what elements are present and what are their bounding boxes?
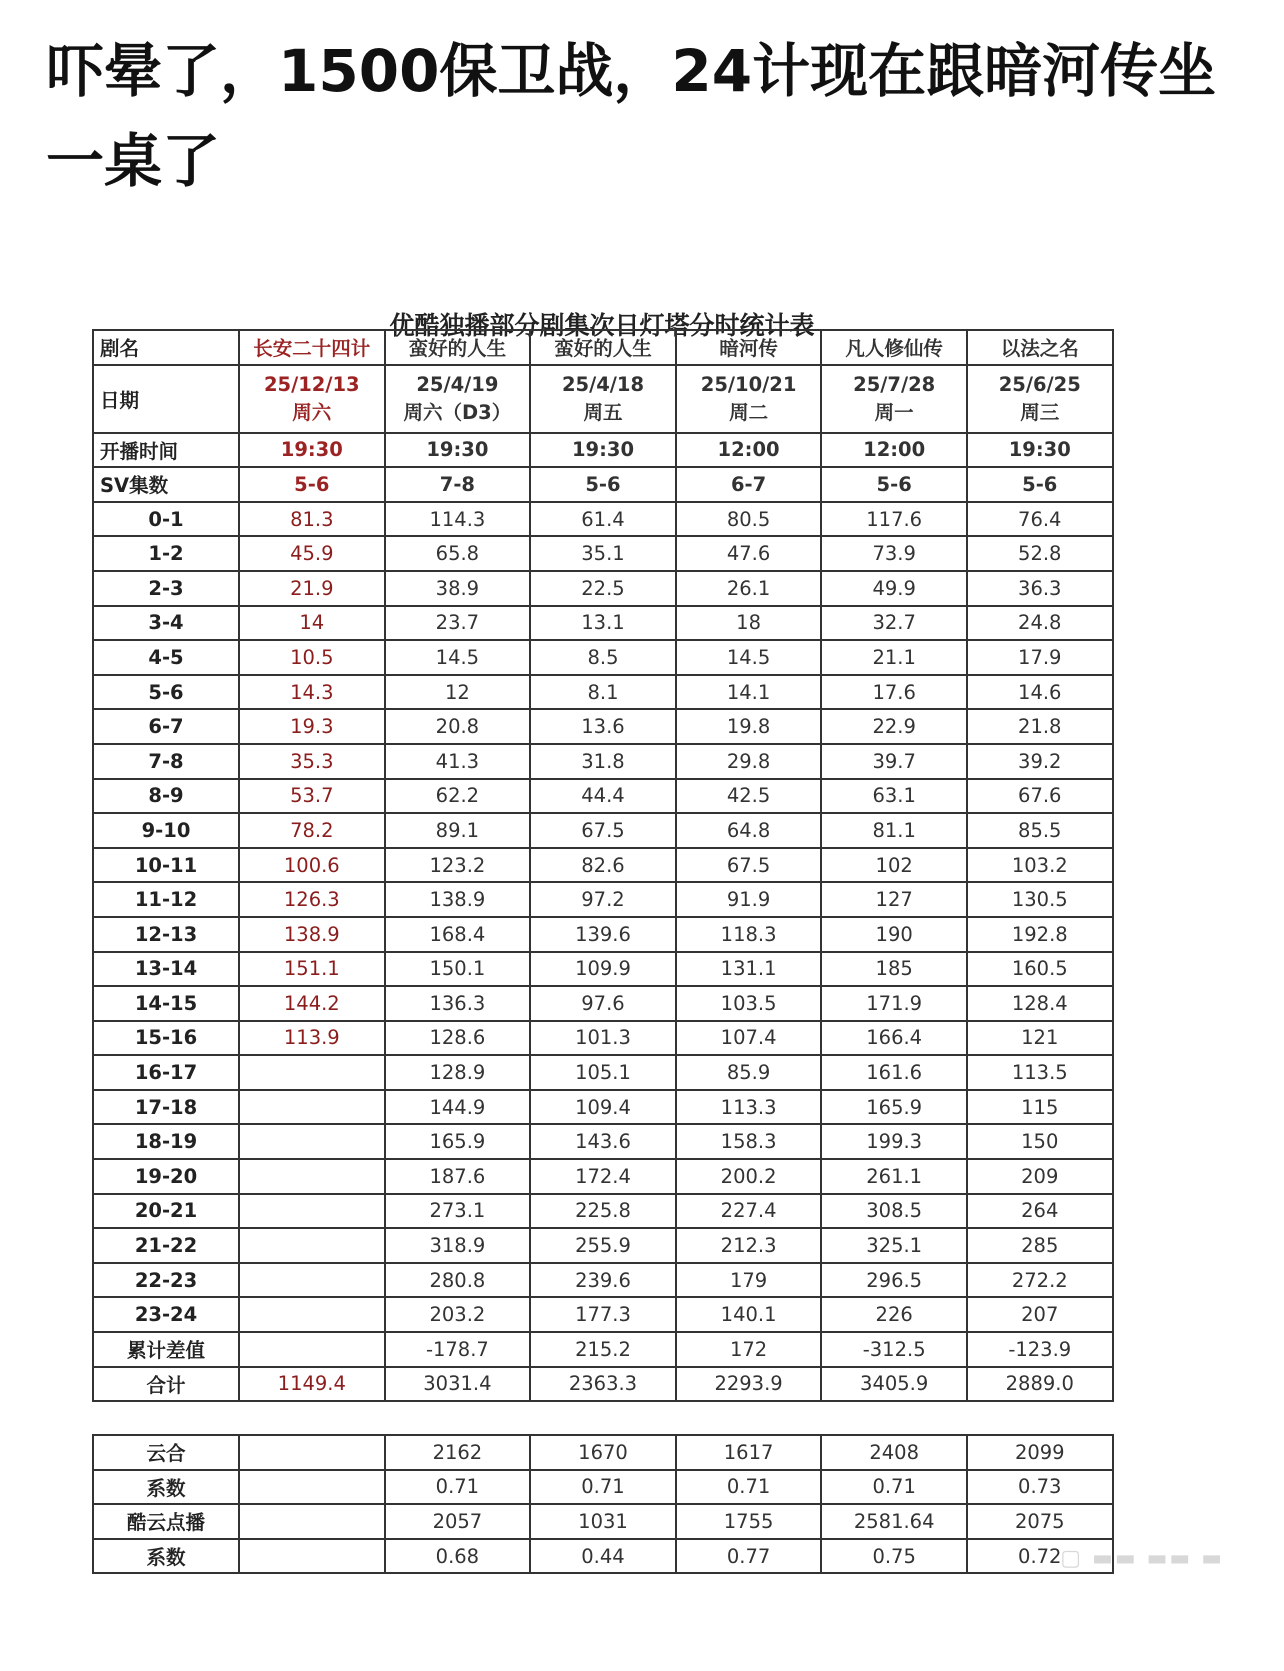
- value-cell: 0.71: [385, 1470, 531, 1505]
- value-cell: 13.1: [530, 606, 676, 641]
- sv-cell: 5-6: [967, 467, 1113, 502]
- value-cell: 21.8: [967, 709, 1113, 744]
- value-cell: 325.1: [821, 1228, 967, 1263]
- value-cell: 89.1: [385, 813, 531, 848]
- value-cell: 109.4: [530, 1090, 676, 1125]
- hour-label: 16-17: [93, 1055, 239, 1090]
- value-cell: 131.1: [676, 952, 822, 987]
- value-cell: 190: [821, 917, 967, 952]
- start-time-cell: 12:00: [676, 433, 822, 468]
- show-name-cell: 蛮好的人生: [385, 330, 531, 365]
- hour-row: [93, 1159, 1113, 1194]
- date-value: 25/10/21: [700, 372, 797, 396]
- value-cell: 128.9: [385, 1055, 531, 1090]
- value-cell: 200.2: [676, 1159, 822, 1194]
- hour-row: [93, 1228, 1113, 1263]
- value-cell: 261.1: [821, 1159, 967, 1194]
- value-cell: 0.75: [821, 1539, 967, 1574]
- hour-row: [93, 571, 1113, 606]
- value-cell: 103.5: [676, 986, 822, 1021]
- hourly-rows: [93, 502, 1113, 1332]
- value-cell: 280.8: [385, 1263, 531, 1298]
- hour-label: 0-1: [93, 502, 239, 537]
- value-cell: [239, 1332, 385, 1367]
- value-cell: 78.2: [239, 813, 385, 848]
- value-cell: 308.5: [821, 1194, 967, 1229]
- hour-label: 13-14: [93, 952, 239, 987]
- value-cell: 67.6: [967, 779, 1113, 814]
- hour-row: [93, 1021, 1113, 1056]
- value-cell: [239, 1470, 385, 1505]
- hour-label: 18-19: [93, 1124, 239, 1159]
- value-cell: 14.5: [676, 640, 822, 675]
- value-cell: 63.1: [821, 779, 967, 814]
- value-cell: [239, 1435, 385, 1470]
- value-cell: 8.1: [530, 675, 676, 710]
- value-cell: 73.9: [821, 536, 967, 571]
- value-cell: 168.4: [385, 917, 531, 952]
- kuyun-row: [93, 1504, 1113, 1539]
- value-cell: 273.1: [385, 1194, 531, 1229]
- cumulative-diff-row: [93, 1332, 1113, 1367]
- value-cell: 160.5: [967, 952, 1113, 987]
- value-cell: [239, 1297, 385, 1332]
- hour-row: [93, 1090, 1113, 1125]
- value-cell: 2408: [821, 1435, 967, 1470]
- value-cell: 179: [676, 1263, 822, 1298]
- hour-row: [93, 917, 1113, 952]
- value-cell: 13.6: [530, 709, 676, 744]
- hour-row: [93, 502, 1113, 537]
- hour-label: 5-6: [93, 675, 239, 710]
- hour-label: 11-12: [93, 882, 239, 917]
- value-cell: 10.5: [239, 640, 385, 675]
- value-cell: 2099: [967, 1435, 1113, 1470]
- value-cell: 114.3: [385, 502, 531, 537]
- value-cell: 31.8: [530, 744, 676, 779]
- hour-label: 20-21: [93, 1194, 239, 1229]
- start-time-row: [93, 433, 1113, 468]
- value-cell: 35.1: [530, 536, 676, 571]
- value-cell: 203.2: [385, 1297, 531, 1332]
- date-row: [93, 365, 1113, 433]
- value-cell: 109.9: [530, 952, 676, 987]
- value-cell: 0.71: [530, 1470, 676, 1505]
- value-cell: 17.6: [821, 675, 967, 710]
- value-cell: 105.1: [530, 1055, 676, 1090]
- value-cell: 161.6: [821, 1055, 967, 1090]
- value-cell: 44.4: [530, 779, 676, 814]
- hour-label: 4-5: [93, 640, 239, 675]
- value-cell: 67.5: [676, 848, 822, 883]
- value-cell: 113.3: [676, 1090, 822, 1125]
- hour-label: 12-13: [93, 917, 239, 952]
- hour-row: [93, 1194, 1113, 1229]
- value-cell: 76.4: [967, 502, 1113, 537]
- value-cell: 166.4: [821, 1021, 967, 1056]
- value-cell: [239, 1504, 385, 1539]
- row-label-kuyun: 酷云点播: [93, 1504, 239, 1539]
- value-cell: 136.3: [385, 986, 531, 1021]
- coef1-row: [93, 1470, 1113, 1505]
- value-cell: 150.1: [385, 952, 531, 987]
- weekday-value: 周五: [583, 400, 623, 424]
- value-cell: [239, 1194, 385, 1229]
- sv-row: [93, 467, 1113, 502]
- value-cell: 8.5: [530, 640, 676, 675]
- start-time-cell: 12:00: [821, 433, 967, 468]
- value-cell: 21.9: [239, 571, 385, 606]
- value-cell: 53.7: [239, 779, 385, 814]
- show-name-cell: 长安二十四计: [239, 330, 385, 365]
- value-cell: 165.9: [385, 1124, 531, 1159]
- weekday-value: 周六（D3）: [403, 400, 512, 424]
- value-cell: 272.2: [967, 1263, 1113, 1298]
- value-cell: 215.2: [530, 1332, 676, 1367]
- value-cell: 97.6: [530, 986, 676, 1021]
- hour-label: 19-20: [93, 1159, 239, 1194]
- value-cell: 0.72: [967, 1539, 1113, 1574]
- hour-label: 10-11: [93, 848, 239, 883]
- hour-row: [93, 744, 1113, 779]
- value-cell: 32.7: [821, 606, 967, 641]
- value-cell: 1031: [530, 1504, 676, 1539]
- hour-label: 1-2: [93, 536, 239, 571]
- value-cell: 81.3: [239, 502, 385, 537]
- value-cell: 18: [676, 606, 822, 641]
- value-cell: 0.77: [676, 1539, 822, 1574]
- value-cell: 192.8: [967, 917, 1113, 952]
- show-name-cell: 凡人修仙传: [821, 330, 967, 365]
- value-cell: 2889.0: [967, 1367, 1113, 1402]
- value-cell: 1670: [530, 1435, 676, 1470]
- value-cell: 64.8: [676, 813, 822, 848]
- value-cell: [239, 1055, 385, 1090]
- hour-row: [93, 813, 1113, 848]
- value-cell: 19.3: [239, 709, 385, 744]
- date-value: 25/7/28: [853, 372, 936, 396]
- row-label-yunhe: 云合: [93, 1435, 239, 1470]
- value-cell: 239.6: [530, 1263, 676, 1298]
- hour-row: [93, 709, 1113, 744]
- date-cell: [821, 365, 967, 433]
- hour-label: 7-8: [93, 744, 239, 779]
- value-cell: 20.8: [385, 709, 531, 744]
- value-cell: 139.6: [530, 917, 676, 952]
- date-value: 25/12/13: [263, 372, 360, 396]
- hour-label: 6-7: [93, 709, 239, 744]
- show-name-cell: 暗河传: [676, 330, 822, 365]
- value-cell: 42.5: [676, 779, 822, 814]
- value-cell: 17.9: [967, 640, 1113, 675]
- value-cell: 255.9: [530, 1228, 676, 1263]
- row-label-coef: 系数: [93, 1470, 239, 1505]
- hour-row: [93, 952, 1113, 987]
- value-cell: 209: [967, 1159, 1113, 1194]
- value-cell: 67.5: [530, 813, 676, 848]
- value-cell: [239, 1539, 385, 1574]
- value-cell: 81.1: [821, 813, 967, 848]
- value-cell: 1755: [676, 1504, 822, 1539]
- row-label-date: 日期: [93, 365, 239, 433]
- start-time-cell: 19:30: [530, 433, 676, 468]
- row-label-sv: SV集数: [93, 467, 239, 502]
- value-cell: 19.8: [676, 709, 822, 744]
- value-cell: 1617: [676, 1435, 822, 1470]
- value-cell: 62.2: [385, 779, 531, 814]
- value-cell: 3405.9: [821, 1367, 967, 1402]
- yunhe-row: [93, 1435, 1113, 1470]
- hour-label: 8-9: [93, 779, 239, 814]
- hour-label: 22-23: [93, 1263, 239, 1298]
- hour-label: 23-24: [93, 1297, 239, 1332]
- hour-label: 3-4: [93, 606, 239, 641]
- value-cell: 0.68: [385, 1539, 531, 1574]
- value-cell: [239, 1263, 385, 1298]
- value-cell: 150: [967, 1124, 1113, 1159]
- value-cell: 0.71: [676, 1470, 822, 1505]
- value-cell: 138.9: [239, 917, 385, 952]
- value-cell: 22.5: [530, 571, 676, 606]
- row-label-cumulative-diff: 累计差值: [93, 1332, 239, 1367]
- hour-label: 2-3: [93, 571, 239, 606]
- value-cell: 144.2: [239, 986, 385, 1021]
- value-cell: 121: [967, 1021, 1113, 1056]
- value-cell: 26.1: [676, 571, 822, 606]
- value-cell: 172.4: [530, 1159, 676, 1194]
- value-cell: 82.6: [530, 848, 676, 883]
- value-cell: 113.5: [967, 1055, 1113, 1090]
- value-cell: 14: [239, 606, 385, 641]
- value-cell: 39.7: [821, 744, 967, 779]
- date-cell: [530, 365, 676, 433]
- start-time-cell: 19:30: [967, 433, 1113, 468]
- value-cell: 158.3: [676, 1124, 822, 1159]
- value-cell: 212.3: [676, 1228, 822, 1263]
- value-cell: 2057: [385, 1504, 531, 1539]
- date-value: 25/6/25: [998, 372, 1081, 396]
- hour-label: 17-18: [93, 1090, 239, 1125]
- sv-cell: 5-6: [821, 467, 967, 502]
- value-cell: 225.8: [530, 1194, 676, 1229]
- date-cell: [676, 365, 822, 433]
- hour-row: [93, 986, 1113, 1021]
- value-cell: 80.5: [676, 502, 822, 537]
- value-cell: 39.2: [967, 744, 1113, 779]
- value-cell: [239, 1159, 385, 1194]
- value-cell: 117.6: [821, 502, 967, 537]
- value-cell: -178.7: [385, 1332, 531, 1367]
- value-cell: 128.6: [385, 1021, 531, 1056]
- hour-row: [93, 640, 1113, 675]
- value-cell: 172: [676, 1332, 822, 1367]
- row-label-start-time: 开播时间: [93, 433, 239, 468]
- weekday-value: 周一: [874, 400, 914, 424]
- name-row: [93, 330, 1113, 365]
- value-cell: 0.44: [530, 1539, 676, 1574]
- weekday-value: 周二: [729, 400, 769, 424]
- value-cell: 144.9: [385, 1090, 531, 1125]
- value-cell: 199.3: [821, 1124, 967, 1159]
- value-cell: 14.1: [676, 675, 822, 710]
- hour-row: [93, 882, 1113, 917]
- value-cell: 0.71: [821, 1470, 967, 1505]
- value-cell: 29.8: [676, 744, 822, 779]
- value-cell: 107.4: [676, 1021, 822, 1056]
- value-cell: 101.3: [530, 1021, 676, 1056]
- row-label-name: 剧名: [93, 330, 239, 365]
- value-cell: 0.73: [967, 1470, 1113, 1505]
- sv-cell: 6-7: [676, 467, 822, 502]
- value-cell: 49.9: [821, 571, 967, 606]
- show-name-cell: 以法之名: [967, 330, 1113, 365]
- value-cell: 14.6: [967, 675, 1113, 710]
- sv-cell: 5-6: [239, 467, 385, 502]
- value-cell: 100.6: [239, 848, 385, 883]
- value-cell: 14.5: [385, 640, 531, 675]
- hour-label: 21-22: [93, 1228, 239, 1263]
- value-cell: 2363.3: [530, 1367, 676, 1402]
- value-cell: 130.5: [967, 882, 1113, 917]
- value-cell: 85.5: [967, 813, 1113, 848]
- row-label-total: 合计: [93, 1367, 239, 1402]
- value-cell: [239, 1228, 385, 1263]
- hour-label: 15-16: [93, 1021, 239, 1056]
- value-cell: 41.3: [385, 744, 531, 779]
- hour-row: [93, 606, 1113, 641]
- value-cell: 226: [821, 1297, 967, 1332]
- value-cell: 22.9: [821, 709, 967, 744]
- value-cell: 14.3: [239, 675, 385, 710]
- value-cell: 61.4: [530, 502, 676, 537]
- value-cell: 151.1: [239, 952, 385, 987]
- hour-row: [93, 1124, 1113, 1159]
- weekday-value: 周六: [292, 400, 332, 424]
- value-cell: 36.3: [967, 571, 1113, 606]
- hour-row: [93, 536, 1113, 571]
- value-cell: -312.5: [821, 1332, 967, 1367]
- value-cell: 264: [967, 1194, 1113, 1229]
- hour-row: [93, 675, 1113, 710]
- value-cell: 91.9: [676, 882, 822, 917]
- value-cell: 187.6: [385, 1159, 531, 1194]
- value-cell: 45.9: [239, 536, 385, 571]
- value-cell: 2075: [967, 1504, 1113, 1539]
- value-cell: 35.3: [239, 744, 385, 779]
- stats-table: [92, 329, 1114, 1402]
- value-cell: 85.9: [676, 1055, 822, 1090]
- hour-row: [93, 1297, 1113, 1332]
- hour-row: [93, 1055, 1113, 1090]
- value-cell: 103.2: [967, 848, 1113, 883]
- value-cell: 127: [821, 882, 967, 917]
- value-cell: 171.9: [821, 986, 967, 1021]
- value-cell: 97.2: [530, 882, 676, 917]
- hour-row: [93, 779, 1113, 814]
- hour-label: 9-10: [93, 813, 239, 848]
- value-cell: 2293.9: [676, 1367, 822, 1402]
- coef2-row: [93, 1539, 1113, 1574]
- value-cell: 185: [821, 952, 967, 987]
- value-cell: 24.8: [967, 606, 1113, 641]
- value-cell: 285: [967, 1228, 1113, 1263]
- value-cell: 207: [967, 1297, 1113, 1332]
- date-value: 25/4/19: [416, 372, 499, 396]
- value-cell: 65.8: [385, 536, 531, 571]
- value-cell: 38.9: [385, 571, 531, 606]
- watermark: ▢ ▬▬ ▬▬ ▬: [1060, 1546, 1224, 1571]
- value-cell: 123.2: [385, 848, 531, 883]
- hour-row: [93, 848, 1113, 883]
- start-time-cell: 19:30: [239, 433, 385, 468]
- value-cell: 126.3: [239, 882, 385, 917]
- value-cell: 2162: [385, 1435, 531, 1470]
- value-cell: 2581.64: [821, 1504, 967, 1539]
- date-cell: [385, 365, 531, 433]
- value-cell: [239, 1124, 385, 1159]
- value-cell: 12: [385, 675, 531, 710]
- date-value: 25/4/18: [561, 372, 645, 396]
- value-cell: 296.5: [821, 1263, 967, 1298]
- row-label-coef: 系数: [93, 1539, 239, 1574]
- value-cell: 118.3: [676, 917, 822, 952]
- value-cell: 140.1: [676, 1297, 822, 1332]
- value-cell: 52.8: [967, 536, 1113, 571]
- value-cell: 102: [821, 848, 967, 883]
- value-cell: [239, 1090, 385, 1125]
- start-time-cell: 19:30: [385, 433, 531, 468]
- hour-label: 14-15: [93, 986, 239, 1021]
- value-cell: 318.9: [385, 1228, 531, 1263]
- date-cell: [967, 365, 1113, 433]
- value-cell: 1149.4: [239, 1367, 385, 1402]
- table-title: 优酷独播部分剧集次日灯塔分时统计表: [389, 311, 815, 340]
- date-cell: [239, 365, 385, 433]
- value-cell: 113.9: [239, 1021, 385, 1056]
- value-cell: 3031.4: [385, 1367, 531, 1402]
- hour-row: [93, 1263, 1113, 1298]
- value-cell: 23.7: [385, 606, 531, 641]
- sv-cell: 7-8: [385, 467, 531, 502]
- total-row: [93, 1367, 1113, 1402]
- platform-table: [92, 1434, 1114, 1574]
- sv-cell: 5-6: [530, 467, 676, 502]
- value-cell: 47.6: [676, 536, 822, 571]
- show-name-cell: 蛮好的人生: [530, 330, 676, 365]
- value-cell: 138.9: [385, 882, 531, 917]
- value-cell: -123.9: [967, 1332, 1113, 1367]
- value-cell: 227.4: [676, 1194, 822, 1229]
- value-cell: 21.1: [821, 640, 967, 675]
- value-cell: 143.6: [530, 1124, 676, 1159]
- value-cell: 165.9: [821, 1090, 967, 1125]
- value-cell: 177.3: [530, 1297, 676, 1332]
- value-cell: 128.4: [967, 986, 1113, 1021]
- post-headline: 吓晕了，1500保卫战，24计现在跟暗河传坐一桌了: [46, 37, 1217, 195]
- weekday-value: 周三: [1020, 400, 1060, 424]
- value-cell: 115: [967, 1090, 1113, 1125]
